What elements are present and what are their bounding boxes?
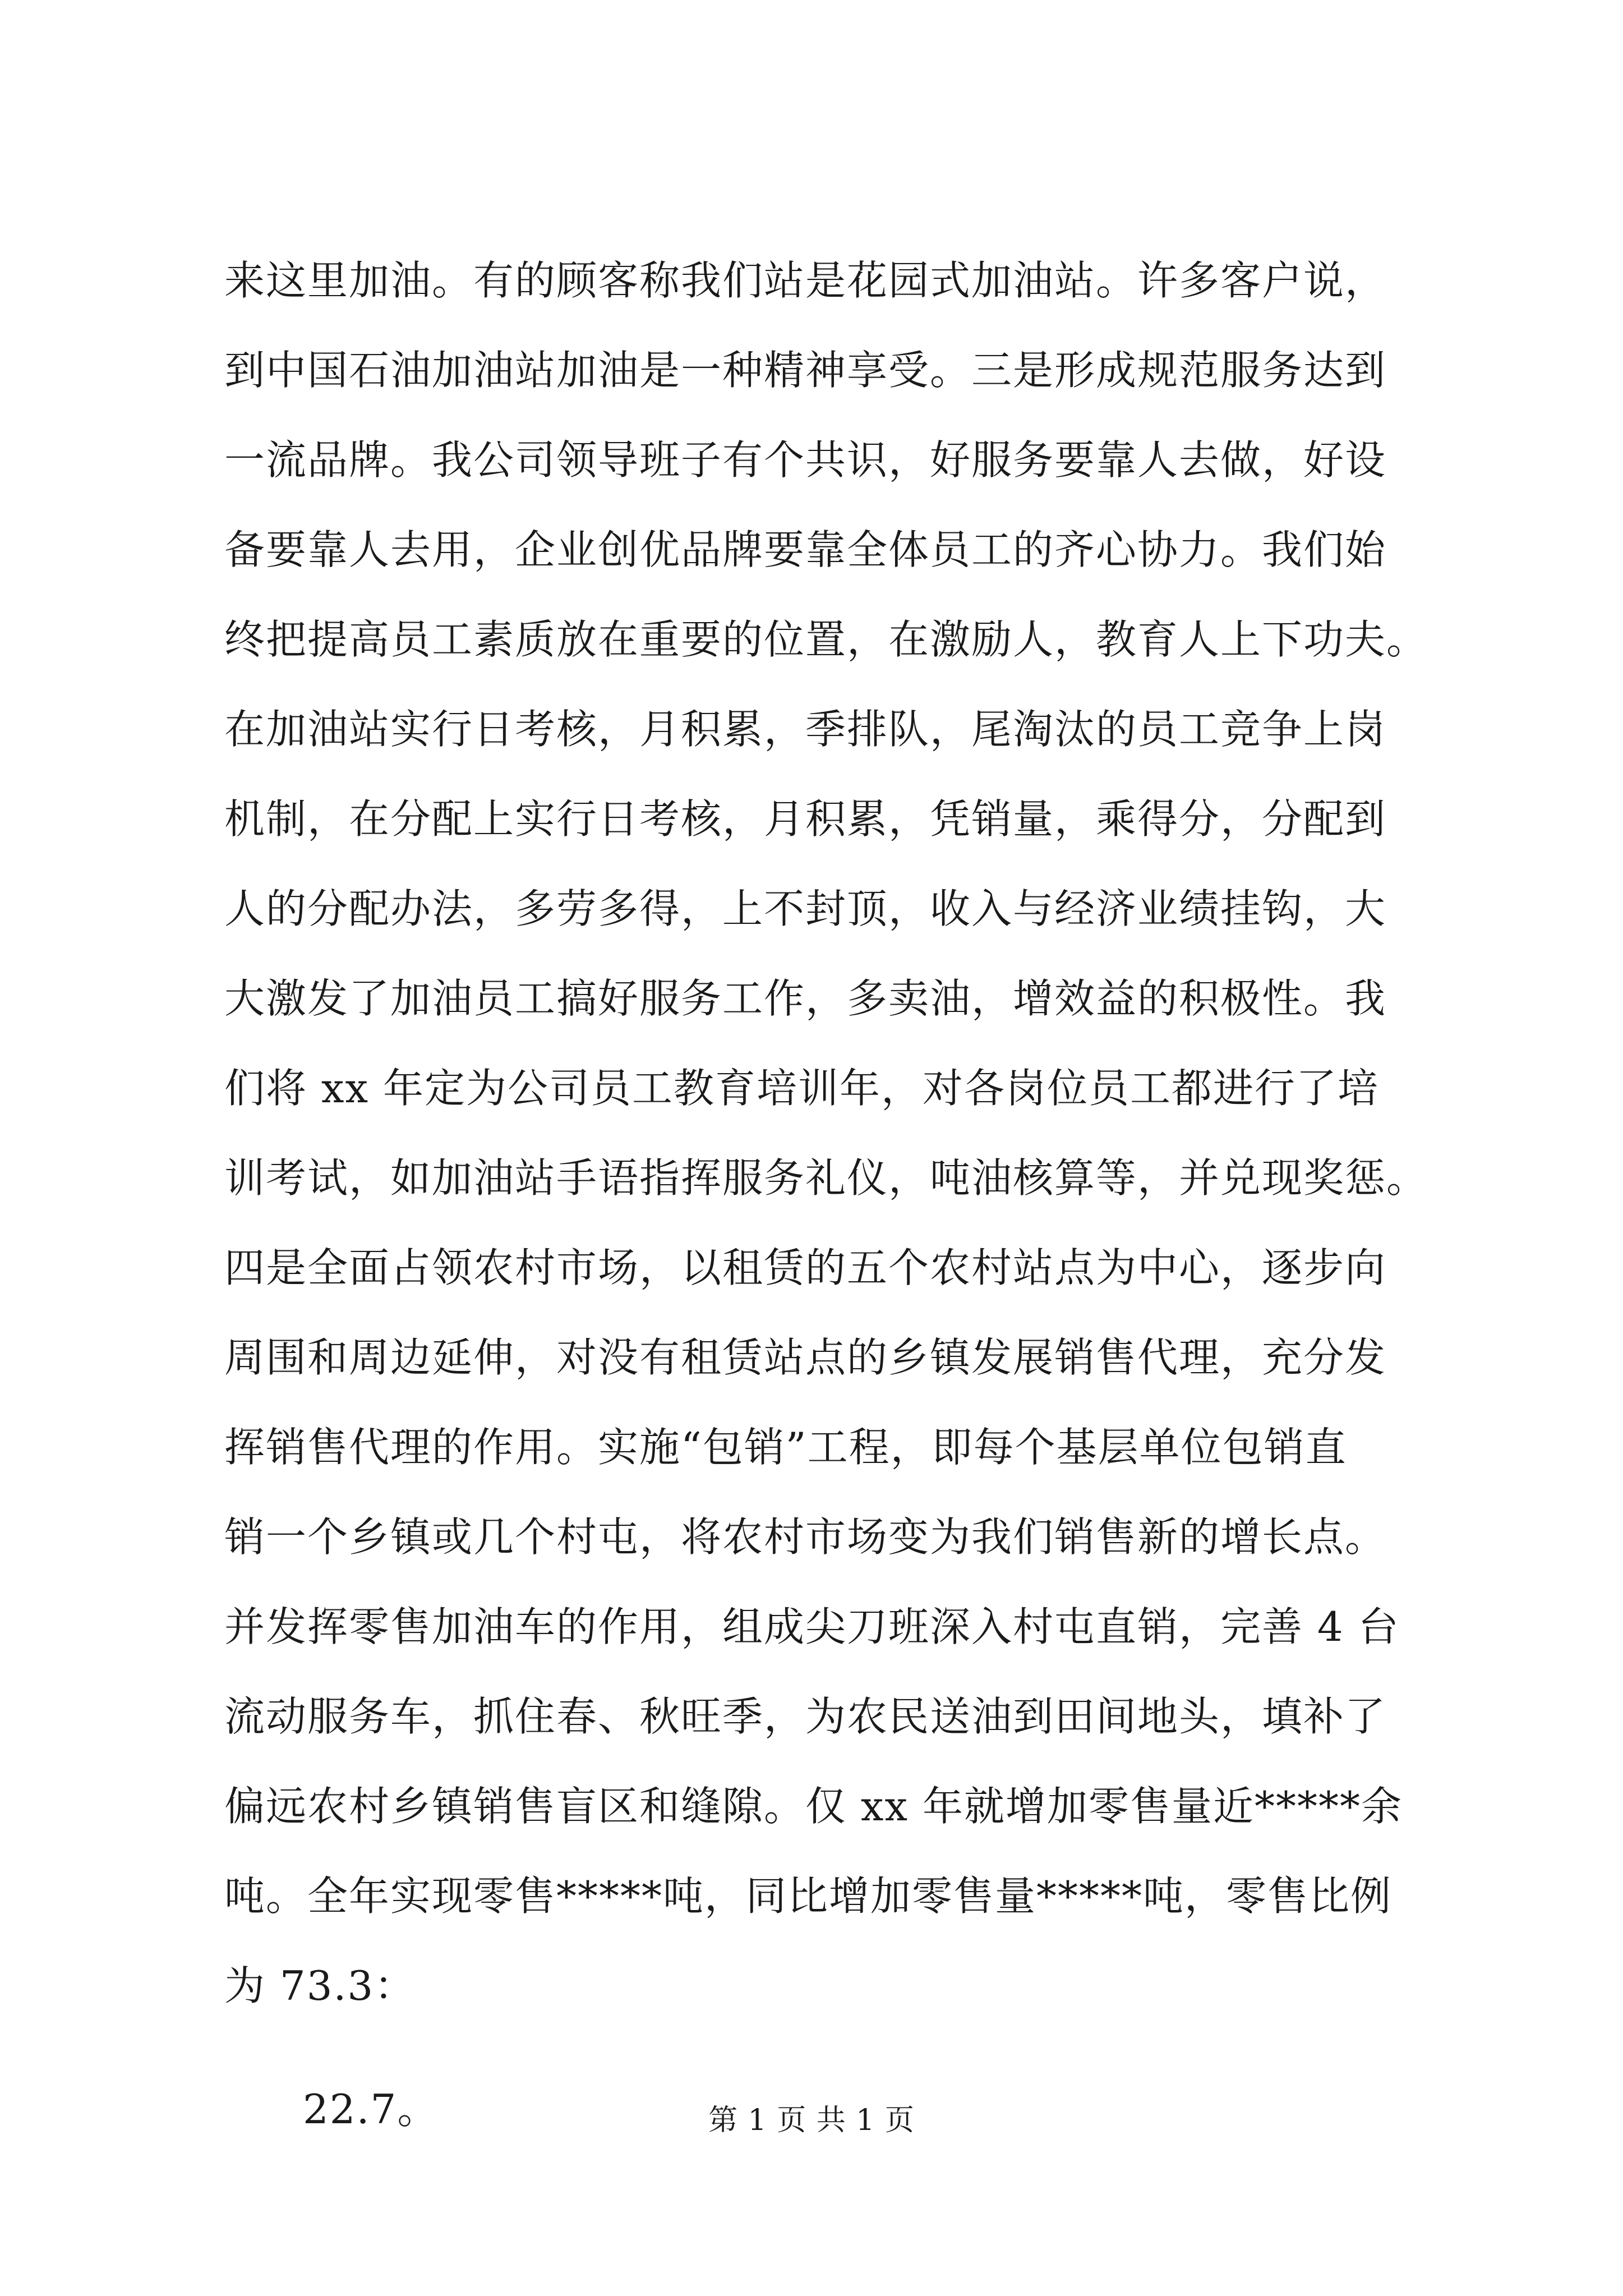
- text-line: 来这里加油。有的顾客称我们站是花园式加油站。许多客户说，: [224, 257, 1387, 304]
- text-line: 吨。全年实现零售*****吨，同比增加零售量*****吨，零售比例: [224, 1872, 1393, 1920]
- text-line: 偏远农村乡镇销售盲区和缝隙。仅 xx 年就增加零售量近*****余: [224, 1783, 1403, 1830]
- text-line: 一流品牌。我公司领导班子有个共识，好服务要靠人去做，好设: [224, 436, 1387, 484]
- text-line: 在加油站实行日考核，月积累，季排队，尾淘汰的员工竞争上岗: [224, 706, 1387, 753]
- page-footer: 第 1 页 共 1 页: [708, 2104, 915, 2137]
- text-line: 训考试，如加油站手语指挥服务礼仪，吨油核算等，并兑现奖惩。: [224, 1154, 1428, 1202]
- text-line: 并发挥零售加油车的作用，组成尖刀班深入村屯直销，完善 4 台: [224, 1603, 1400, 1650]
- text-line: 大激发了加油员工搞好服务工作，多卖油，增效益的积极性。我: [224, 975, 1387, 1022]
- text-line: 为 73.3：: [224, 1962, 416, 2009]
- text-line: 到中国石油加油站加油是一种精神享受。三是形成规范服务达到: [224, 347, 1387, 394]
- text-line: 流动服务车，抓住春、秋旺季，为农民送油到田间地头，填补了: [224, 1693, 1387, 1740]
- text-line: 终把提高员工素质放在重要的位置，在激励人，教育人上下功夫。: [224, 616, 1428, 663]
- text-line: 挥销售代理的作用。实施“包销”工程，即每个基层单位包销直: [224, 1424, 1347, 1471]
- text-line: 四是全面占领农村市场，以租赁的五个农村站点为中心，逐步向: [224, 1244, 1387, 1291]
- text-line: 周围和周边延伸，对没有租赁站点的乡镇发展销售代理，充分发: [224, 1334, 1387, 1381]
- text-line: 备要靠人去用，企业创优品牌要靠全体员工的齐心协力。我们始: [224, 526, 1387, 573]
- text-line: 销一个乡镇或几个村屯，将农村市场变为我们销售新的增长点。: [224, 1513, 1387, 1561]
- text-line: 机制，在分配上实行日考核，月积累，凭销量，乘得分，分配到: [224, 795, 1387, 843]
- text-line-indented: 22.7。: [303, 2086, 439, 2133]
- body-text: [224, 236, 1436, 2154]
- text-line: 人的分配办法，多劳多得，上不封顶，收入与经济业绩挂钩，大: [224, 885, 1387, 932]
- text-line: 们将 xx 年定为公司员工教育培训年，对各岗位员工都进行了培: [224, 1065, 1379, 1112]
